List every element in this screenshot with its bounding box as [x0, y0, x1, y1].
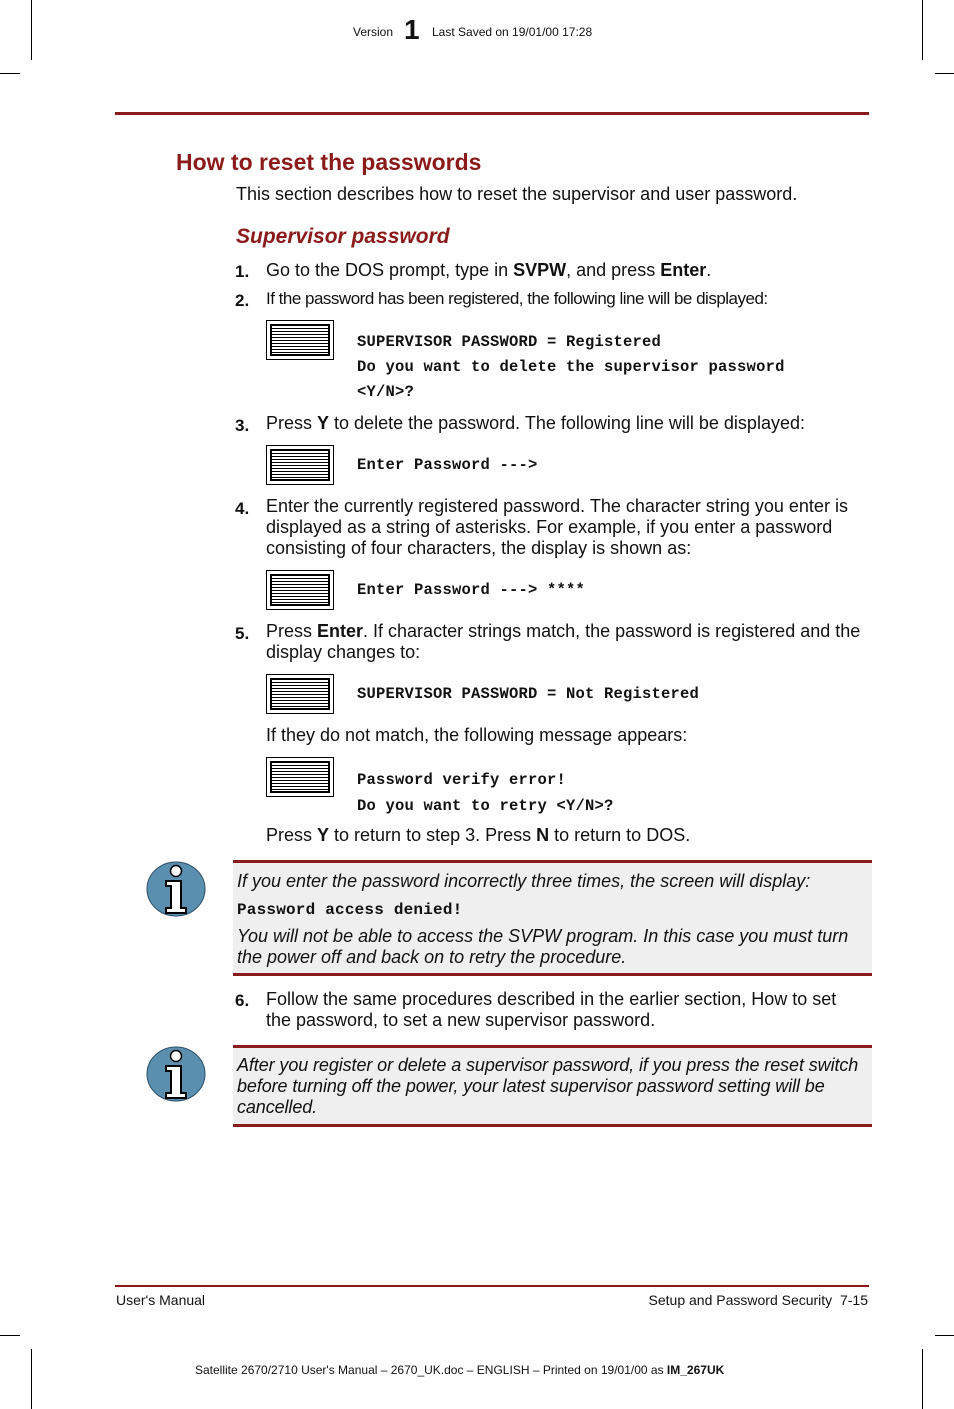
text: to return to step 3. Press [329, 825, 537, 845]
screen-line: SUPERVISOR PASSWORD = Registered [357, 333, 662, 351]
note-text: You will not be able to access the SVPW program. In this case you must turn the power off and back on to retry the procedure. [237, 926, 849, 967]
screen-line: <Y/N>? [357, 383, 415, 401]
step-text: . If character strings match, the password is registered and the display changes to: [266, 621, 861, 662]
step-6-text: Follow the same procedures described in the earlier section, How to set the password, to set a new supervisor password. [266, 989, 837, 1030]
screen-icon [266, 674, 334, 714]
step-text: . [706, 260, 712, 280]
version-label: Version [353, 25, 394, 39]
mismatch-text: If they do not match, the following message appears: [266, 725, 688, 745]
key-y: Y [317, 413, 330, 433]
info-icon [146, 1045, 206, 1103]
note-code: Password access denied! [237, 901, 463, 919]
note-text: After you register or delete a supervisor password, if you press the reset switch before turning off the power, your latest supervisor password setting will be cancelled. [237, 1055, 859, 1117]
crop-mark [922, 1349, 923, 1409]
crop-mark [0, 73, 20, 74]
screen-icon [266, 320, 334, 360]
retry-text [266, 825, 690, 846]
note-text: If you enter the password incorrectly three times, the screen will display: [237, 871, 811, 891]
header-rule [115, 112, 869, 115]
screen-line: Enter Password ---> [357, 456, 538, 474]
step-number: 6. [235, 991, 250, 1010]
screen-line: Enter Password ---> **** [357, 581, 586, 599]
screen-line: Password verify error! [357, 771, 567, 789]
step-3-text [266, 413, 805, 434]
print-code: IM_267UK [666, 1363, 725, 1377]
crop-mark [0, 1335, 20, 1336]
key-enter: Enter [660, 260, 707, 280]
step-text: Go to the DOS prompt, type in [266, 260, 514, 280]
text: to return to DOS. [549, 825, 691, 845]
crop-mark [935, 1335, 954, 1336]
screen-line: Do you want to retry <Y/N>? [357, 797, 614, 815]
screen-line: Do you want to delete the supervisor password [357, 358, 785, 376]
step-5-text [266, 621, 872, 663]
step-number: 3. [235, 416, 250, 435]
key-enter: Enter [317, 621, 364, 641]
screen-icon [266, 570, 334, 610]
version-header [353, 14, 613, 48]
screen-icon [266, 757, 334, 797]
key-y: Y [317, 825, 330, 845]
command-svpw: SVPW [513, 260, 567, 280]
crop-mark [31, 1349, 32, 1409]
footer-left: User's Manual [116, 1292, 206, 1308]
section-title: How to reset the passwords [176, 149, 482, 175]
screen-output [357, 330, 785, 405]
note-box [233, 1045, 872, 1127]
crop-mark [922, 0, 923, 60]
step-text: , and press [566, 260, 661, 280]
footer-rule [115, 1285, 869, 1287]
step-4-text: Enter the currently registered password. The character string you enter is displayed as a string of asterisks. For example, if you enter a password consisting of four characters, the display is shown as: [266, 496, 848, 558]
print-info [195, 1363, 724, 1377]
info-icon [146, 860, 206, 918]
screen-icon [266, 445, 334, 485]
subsection-title: Supervisor password [236, 225, 450, 248]
step-2-text: If the password has been registered, the following line will be displayed: [266, 289, 768, 308]
step-number: 1. [235, 262, 250, 281]
version-number: 1 [404, 14, 420, 45]
last-saved: Last Saved on 19/01/00 17:28 [432, 25, 593, 39]
section-intro: This section describes how to reset the supervisor and user password. [236, 184, 798, 204]
step-number: 5. [235, 624, 250, 643]
step-text: Press [266, 413, 318, 433]
step-number: 2. [235, 291, 250, 310]
crop-mark [935, 73, 954, 74]
step-1-text [266, 260, 711, 281]
key-n: N [536, 825, 550, 845]
step-number: 4. [235, 499, 250, 518]
step-text: to delete the password. The following line will be displayed: [329, 413, 805, 433]
screen-line: SUPERVISOR PASSWORD = Not Registered [357, 685, 700, 703]
step-text: Press [266, 621, 318, 641]
text: Press [266, 825, 318, 845]
note-box [233, 860, 872, 976]
crop-mark [31, 0, 32, 60]
screen-output [357, 767, 614, 819]
footer-right: Setup and Password Security 7-15 [648, 1292, 868, 1308]
print-line: Satellite 2670/2710 User's Manual – 2670_UK.doc – ENGLISH – Printed on 19/01/00 as [195, 1363, 667, 1377]
